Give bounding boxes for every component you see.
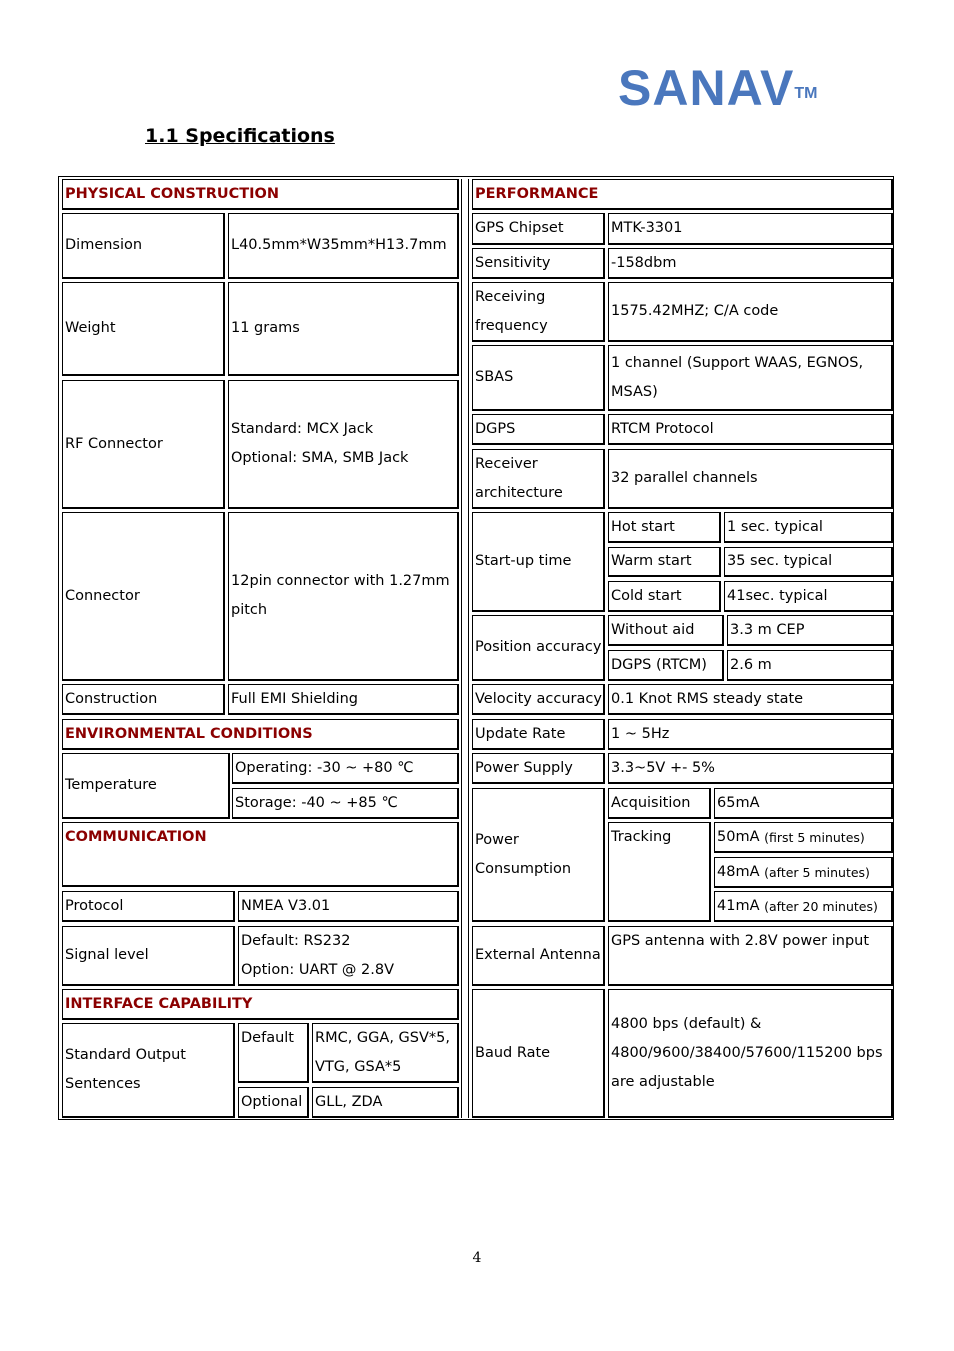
sbas-value: 1 channel (Support WAAS, EGNOS, MSAS) (608, 345, 893, 411)
column-divider (468, 179, 469, 1118)
performance-header: PERFORMANCE (472, 179, 893, 210)
update-label: Update Rate (472, 719, 605, 750)
cold-start-value: 41sec. typical (724, 581, 893, 612)
connector-value: 12pin connector with 1.27mm pitch (228, 512, 459, 681)
construction-label: Construction (62, 684, 225, 715)
chipset-value: MTK-3301 (608, 213, 893, 245)
supply-label: Power Supply (472, 753, 605, 784)
dgps-value: RTCM Protocol (608, 414, 893, 445)
interface-header: INTERFACE CAPABILITY (62, 989, 459, 1020)
warm-start-value: 35 sec. typical (724, 547, 893, 577)
dimension-value: L40.5mm*W35mm*H13.7mm (228, 213, 459, 279)
dgps-label: DGPS (472, 414, 605, 445)
tracking-value-2: 48mA (after 5 minutes) (714, 857, 893, 888)
sensitivity-label: Sensitivity (472, 248, 605, 279)
cold-start-label: Cold start (608, 581, 721, 612)
without-aid-value: 3.3 m CEP (727, 615, 893, 646)
connector-label: Connector (62, 512, 225, 681)
rf-value: Standard: MCX Jack Optional: SMA, SMB Jack (228, 380, 459, 509)
dimension-label: Dimension (62, 213, 225, 279)
arch-value: 32 parallel channels (608, 449, 893, 509)
output-label: Standard Output Sentences (62, 1023, 235, 1118)
antenna-label: External Antenna (472, 926, 605, 986)
startup-label: Start-up time (472, 512, 605, 612)
temperature-label: Temperature (62, 753, 230, 819)
receiving-value: 1575.42MHZ; C/A code (608, 282, 893, 342)
tracking-value-3: 41mA (after 20 minutes) (714, 891, 893, 922)
optional-label: Optional (238, 1087, 309, 1118)
rf-label: RF Connector (62, 380, 225, 509)
operating-temp: Operating: -30 ~ +80 ℃ (232, 753, 459, 784)
without-aid-label: Without aid (608, 615, 724, 646)
sbas-label: SBAS (472, 345, 605, 411)
environmental-header: ENVIRONMENTAL CONDITIONS (62, 719, 459, 750)
baud-value: 4800 bps (default) & 4800/9600/38400/57600/115200 bps are adjustable (608, 989, 893, 1118)
dgps-rtcm-value: 2.6 m (727, 650, 893, 681)
arch-label: Receiver architecture (472, 449, 605, 509)
velocity-value: 0.1 Knot RMS steady state (608, 684, 893, 715)
chipset-label: GPS Chipset (472, 213, 605, 245)
weight-label: Weight (62, 282, 225, 376)
communication-header: COMMUNICATION (62, 822, 459, 887)
signal-value: Default: RS232 Option: UART @ 2.8V (238, 926, 459, 986)
hot-start-value: 1 sec. typical (724, 512, 893, 543)
default-label: Default (238, 1023, 309, 1083)
sanav-logo: SANAV™ (618, 60, 818, 116)
antenna-value: GPS antenna with 2.8V power input (608, 926, 893, 986)
construction-value: Full EMI Shielding (228, 684, 459, 715)
receiving-label: Receiving frequency (472, 282, 605, 342)
sensitivity-value: -158dbm (608, 248, 893, 279)
baud-label: Baud Rate (472, 989, 605, 1118)
supply-value: 3.3~5V +- 5% (608, 753, 893, 784)
physical-header: PHYSICAL CONSTRUCTION (62, 179, 459, 210)
column-divider (461, 179, 462, 1118)
protocol-label: Protocol (62, 891, 235, 922)
tracking-label: Tracking (608, 822, 711, 922)
dgps-rtcm-label: DGPS (RTCM) (608, 650, 724, 681)
weight-value: 11 grams (228, 282, 459, 376)
warm-start-label: Warm start (608, 547, 721, 577)
protocol-value: NMEA V3.01 (238, 891, 459, 922)
signal-label: Signal level (62, 926, 235, 986)
acquisition-label: Acquisition (608, 788, 711, 819)
velocity-label: Velocity accuracy (472, 684, 605, 715)
update-value: 1 ~ 5Hz (608, 719, 893, 750)
storage-temp: Storage: -40 ~ +85 ℃ (232, 788, 459, 819)
consumption-label: Power Consumption (472, 788, 605, 922)
page-number: 4 (472, 1250, 482, 1266)
tracking-value-1: 50mA (first 5 minutes) (714, 822, 893, 853)
optional-sentences: GLL, ZDA (312, 1087, 459, 1118)
position-label: Position accuracy (472, 615, 605, 681)
section-title: 1.1 Specifications (145, 125, 335, 147)
hot-start-label: Hot start (608, 512, 721, 543)
default-sentences: RMC, GGA, GSV*5, VTG, GSA*5 (312, 1023, 459, 1083)
acquisition-value: 65mA (714, 788, 893, 819)
